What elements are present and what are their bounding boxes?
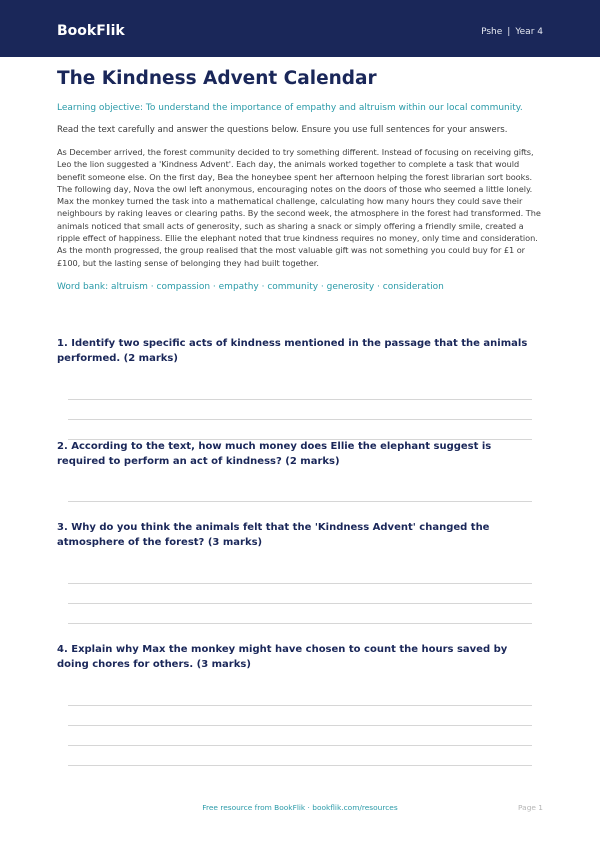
answer-line[interactable]	[68, 725, 532, 726]
question-1: 1. Identify two specific acts of kindness mentioned in the passage that the animals performed. (2 marks)	[57, 338, 528, 364]
answer-line[interactable]	[68, 501, 532, 502]
worksheet-content	[57, 62, 543, 294]
subject-label: Pshe	[481, 27, 503, 37]
year-label: Year 4	[515, 27, 543, 37]
learning-objective: Learning objective: To understand the importance of empathy and altruism within our local community.	[57, 103, 523, 113]
question-2: 2. According to the text, how much money does Ellie the elephant suggest is required to perform an act of kindness? (2 marks)	[57, 441, 492, 467]
answer-line[interactable]	[68, 603, 532, 604]
question-3: 3. Why do you think the animals felt that the 'Kindness Advent' changed the atmosphere of the forest? (3 marks)	[57, 522, 490, 548]
answer-line[interactable]	[68, 745, 532, 746]
answer-line[interactable]	[68, 419, 532, 420]
word-bank: Word bank: altruism · compassion · empathy · community · generosity · consideration	[57, 281, 444, 292]
answer-line[interactable]	[68, 583, 532, 584]
reading-passage: As December arrived, the forest community decided to try something different. Instead of focusing on receiving gifts, Leo the lion suggested a 'Kindness Advent'. Each day, the animals worked together to complete a task that would benefit someone else. On the first day, Bea the honeybee spent her afternoon helping the forest librarian sort books. The following day, Nova the owl left anonymous, encouraging notes on the doors of those who seemed a little lonely. Max the monkey turned the task into a mathematical challenge, calculating how many hours they could save their neighbours by raking leaves or clearing paths. By the second week, the atmosphere in the forest had transformed. The animals noticed that small acts of generosity, such as sharing a snack or simply offering a friendly smile, created a ripple effect of happiness. Ellie the elephant noted that true kindness requires no money, only time and consideration. As the month progressed, the group realised that the most valuable gift was not something you could buy for £1 or £100, but the lasting sense of belonging they had built together.	[57, 147, 541, 268]
header-meta	[481, 27, 543, 37]
brand-logo[interactable]: BookFlik	[57, 23, 125, 39]
page-number: Page 1	[518, 803, 543, 812]
page-title: The Kindness Advent Calendar	[57, 68, 377, 89]
answer-line[interactable]	[68, 705, 532, 706]
answer-line[interactable]	[68, 623, 532, 624]
question-4: 4. Explain why Max the monkey might have chosen to count the hours saved by doing chores for others. (3 marks)	[57, 644, 508, 670]
instructions: Read the text carefully and answer the questions below. Ensure you use full sentences for your answers.	[57, 125, 508, 135]
header-bar	[0, 0, 600, 57]
answer-line[interactable]	[68, 765, 532, 766]
footer-link[interactable]: Free resource from BookFlik · bookflik.com/resources	[202, 803, 398, 812]
meta-separator: |	[507, 27, 511, 37]
answer-line[interactable]	[68, 399, 532, 400]
